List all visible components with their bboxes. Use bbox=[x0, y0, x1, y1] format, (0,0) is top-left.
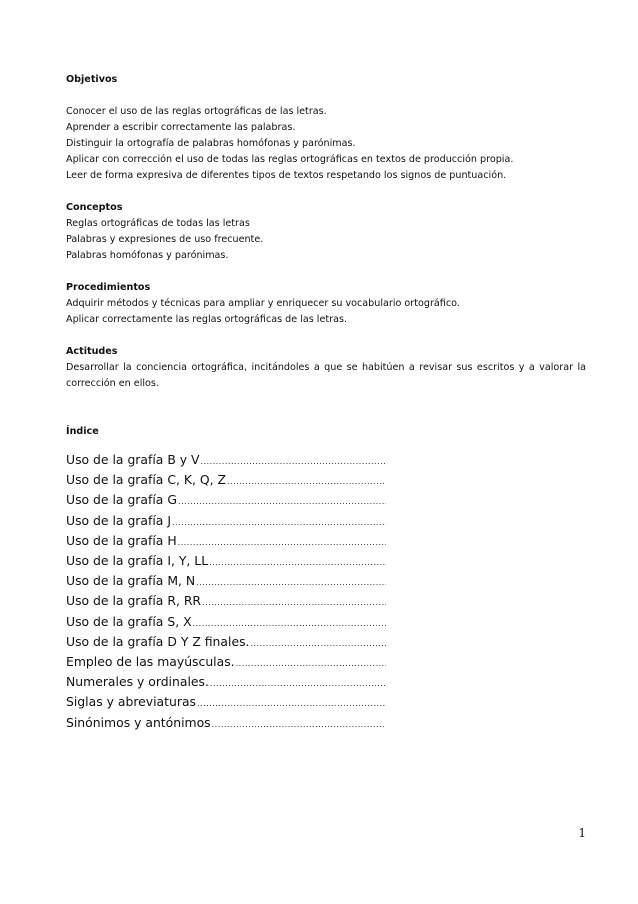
section-actitudes bbox=[66, 344, 586, 392]
index-entry bbox=[66, 714, 386, 734]
section-conceptos bbox=[66, 200, 586, 264]
dot-leader bbox=[201, 453, 386, 471]
dot-leader bbox=[236, 655, 386, 673]
index-title: Índice bbox=[66, 426, 99, 437]
index-list bbox=[66, 451, 586, 734]
index-entry-label: Uso de la grafía D Y Z finales. bbox=[66, 633, 250, 649]
page-number: 1 bbox=[578, 826, 586, 840]
section-title: Conceptos bbox=[66, 202, 123, 213]
list-item: Distinguir la ortografía de palabras homófonas y parónimas. bbox=[66, 138, 356, 149]
index-entry bbox=[66, 613, 386, 633]
index-entry bbox=[66, 633, 386, 653]
index-entry bbox=[66, 693, 386, 713]
index-entry-label: Uso de la grafía G bbox=[66, 492, 177, 508]
index-entry bbox=[66, 491, 386, 511]
dot-leader bbox=[197, 695, 386, 713]
dot-leader bbox=[172, 514, 386, 532]
list-item: Adquirir métodos y técnicas para ampliar y enriquecer su vocabulario ortográfico. bbox=[66, 298, 460, 309]
section-objetivos bbox=[66, 72, 586, 184]
index-entry bbox=[66, 532, 386, 552]
dot-leader bbox=[227, 473, 386, 491]
dot-leader bbox=[196, 574, 386, 592]
index-entry-label: Siglas y abreviaturas bbox=[66, 694, 196, 710]
dot-leader bbox=[209, 554, 386, 572]
index-entry bbox=[66, 653, 386, 673]
list-item: Conocer el uso de las reglas ortográficas de las letras. bbox=[66, 106, 327, 117]
index-entry-label: Sinónimos y antónimos bbox=[66, 714, 211, 730]
index-entry bbox=[66, 673, 386, 693]
dot-leader bbox=[210, 675, 386, 693]
index-entry-label: Empleo de las mayúsculas. bbox=[66, 654, 235, 670]
index-entry-label: Uso de la grafía R, RR bbox=[66, 593, 202, 609]
list-item: Leer de forma expresiva de diferentes tipos de textos respetando los signos de puntuación. bbox=[66, 170, 507, 181]
list-item: Aplicar correctamente las reglas ortográficas de las letras. bbox=[66, 314, 347, 325]
dot-leader bbox=[212, 716, 386, 734]
index-entry-label: Uso de la grafía B y V bbox=[66, 452, 200, 467]
paragraph: Desarrollar la conciencia ortográfica, incitándoles a que se habitúen a revisar sus escritos y a valorar la corrección en ellos. bbox=[66, 362, 586, 389]
section-indice bbox=[66, 424, 586, 734]
list-item: Reglas ortográficas de todas las letras bbox=[66, 218, 250, 229]
page-content bbox=[66, 72, 586, 734]
index-entry-label: Uso de la grafía S, X bbox=[66, 613, 192, 629]
index-entry bbox=[66, 572, 386, 592]
dot-leader bbox=[178, 493, 386, 511]
list-item: Aplicar con corrección el uso de todas las reglas ortográficas en textos de producción propia. bbox=[66, 154, 514, 165]
list-item: Palabras homófonas y parónimas. bbox=[66, 250, 229, 261]
dot-leader bbox=[178, 534, 386, 552]
index-entry bbox=[66, 592, 386, 612]
index-entry bbox=[66, 471, 386, 491]
section-procedimientos bbox=[66, 280, 586, 328]
index-entry-label: Uso de la grafía C, K, Q, Z bbox=[66, 472, 226, 488]
list-item: Aprender a escribir correctamente las palabras. bbox=[66, 122, 296, 133]
dot-leader bbox=[202, 594, 386, 612]
index-entry-label: Uso de la grafía H bbox=[66, 532, 177, 548]
index-entry bbox=[66, 552, 386, 572]
section-title: Objetivos bbox=[66, 74, 118, 85]
list-item: Palabras y expresiones de uso frecuente. bbox=[66, 234, 264, 245]
index-entry-label: Uso de la grafía M, N bbox=[66, 573, 196, 589]
index-entry bbox=[66, 451, 386, 471]
dot-leader bbox=[250, 635, 386, 653]
index-entry-label: Uso de la grafía I, Y, LL bbox=[66, 553, 209, 569]
section-title: Actitudes bbox=[66, 346, 118, 357]
index-entry bbox=[66, 512, 386, 532]
section-title: Procedimientos bbox=[66, 282, 151, 293]
index-entry-label: Numerales y ordinales. bbox=[66, 674, 209, 690]
index-entry-label: Uso de la grafía J bbox=[66, 512, 171, 528]
dot-leader bbox=[193, 615, 386, 633]
